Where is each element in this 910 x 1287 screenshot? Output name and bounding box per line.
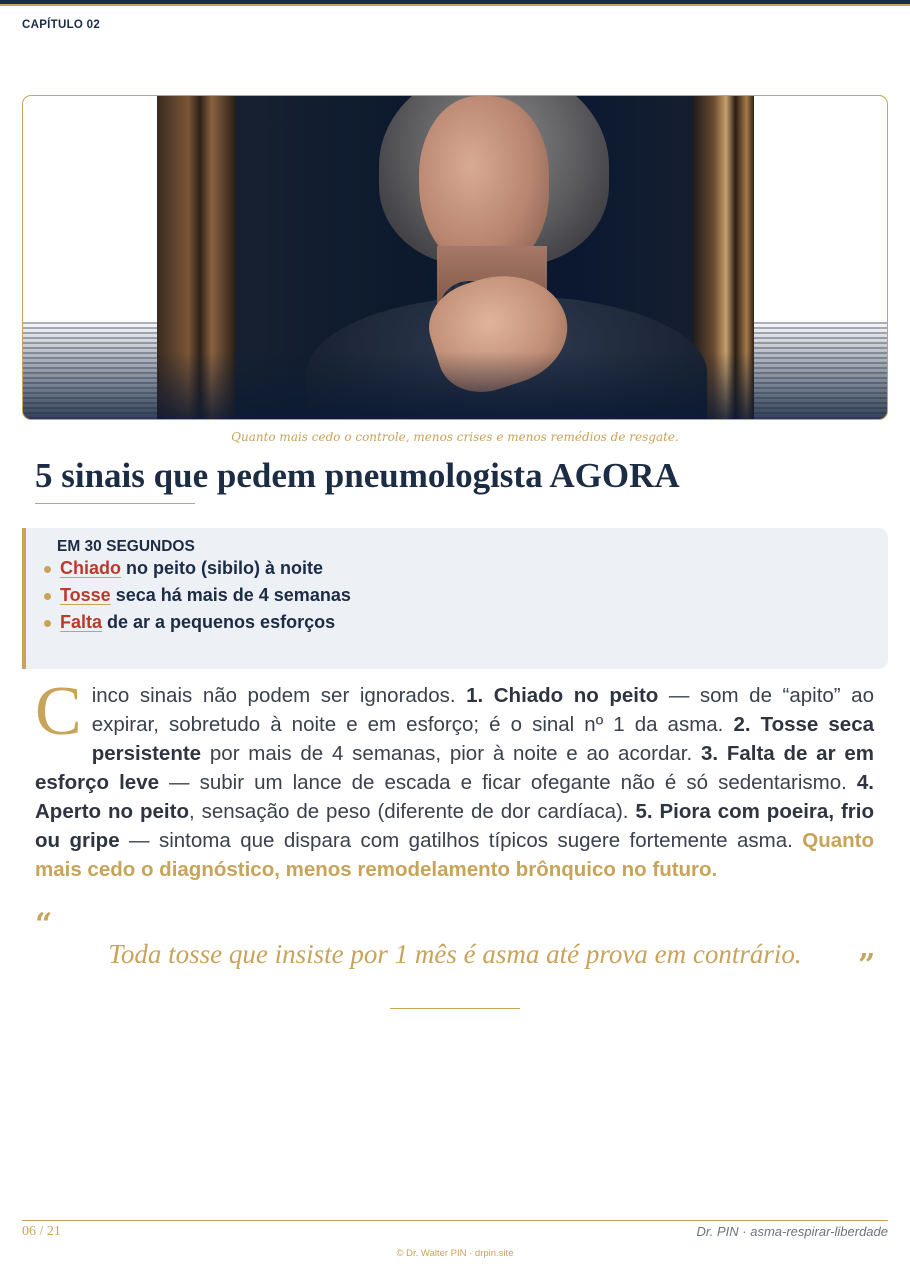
body-bold-run: 4. Aperto no peito [35,771,874,823]
list-item [40,609,351,636]
body-bold-run: 1. Chiado no peito [466,684,659,707]
pull-quote: Toda tosse que insiste por 1 mês é asma até prova em contrário. [108,939,802,969]
footer-brand: Dr. PIN · asma-respirar-liberdade [696,1224,888,1239]
list-item [40,582,351,609]
hero-image-frame [22,95,888,420]
summary-item-text: no peito (sibilo) à noite [121,558,323,578]
list-item [40,555,351,582]
photo-bottom-fade [157,351,754,420]
body-bold-run: 5. Piora com poeira, frio ou gripe [35,800,874,852]
body-text-run: — sintoma que dispara com gatilhos típicos sugere fortemente asma. [119,829,803,852]
body-text-run: inco sinais não podem ser ignorados. [91,684,467,707]
section-divider [390,1008,520,1009]
copyright-notice: © Dr. Walter PIN · drpin.site [396,1248,514,1259]
quote-open-mark: “ [35,907,53,942]
page-number: 06 / 21 [22,1224,61,1239]
summary-list [40,555,351,636]
face-shape [419,96,549,271]
hero-caption: Quanto mais cedo o controle, menos crises e menos remédios de resgate. [231,430,679,444]
summary-item-text: de ar a pequenos esforços [102,612,336,632]
chapter-label: CAPÍTULO 02 [22,19,101,31]
body-highlight: Quanto mais cedo o diagnóstico, menos remodelamento brônquico no futuro. [35,829,875,881]
top-accent-bar [0,0,910,6]
title-underline [35,503,195,504]
body-bold-run: 2. Tosse seca persistente [91,713,874,765]
summary-heading: EM 30 SEGUNDOS [57,538,195,555]
quote-close-mark: ” [858,948,876,983]
page-title: 5 sinais que pedem pneumologista AGORA [35,456,680,495]
body-text-run: , sensação de peso (diferente de dor cardíaca). [188,800,636,823]
body-text-run: — subir um lance de escada e ficar ofegante não é só sedentarismo. [159,771,857,794]
body-paragraph [35,673,875,884]
summary-keyword: Tosse [60,585,111,605]
hero-photo-woman-hand-on-chest [157,96,754,420]
summary-keyword: Falta [60,612,103,632]
summary-keyword: Chiado [60,558,121,578]
body-bold-run: 3. Falta de ar em esforço leve [35,742,874,794]
footer-rule [22,1220,888,1221]
drop-cap: C [35,673,82,750]
summary-item-text: seca há mais de 4 semanas [110,585,351,605]
body-text-run: por mais de 4 semanas, pior à noite e ao acordar. [201,742,701,765]
body-text-run: — som de “apito” ao expirar, sobretudo à noite e em esforço; é o sinal nº 1 da asma. [91,684,874,736]
summary-box [22,528,888,669]
